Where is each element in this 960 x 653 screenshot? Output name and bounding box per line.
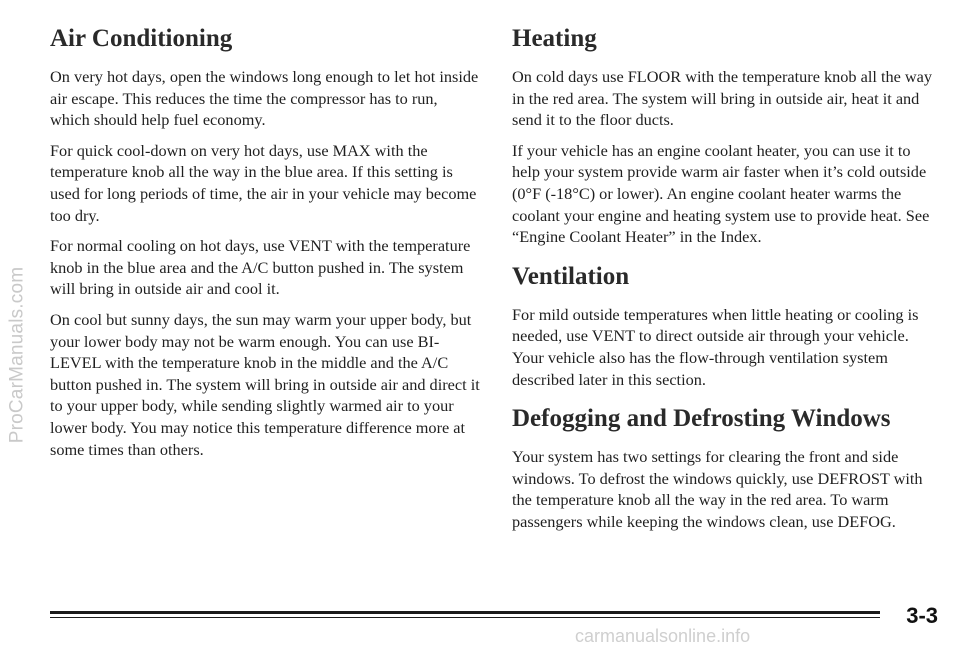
page-number: 3-3 xyxy=(906,603,938,628)
ventilation-paragraph-1: For mild outside temperatures when little heating or cooling is needed, use VENT to direct outside air through your vehicle. Your vehicle also has the flow-through ventilation system described later in this section. xyxy=(512,304,919,389)
bottom-watermark: carmanualsonline.info xyxy=(575,626,751,646)
ventilation-heading: Ventilation xyxy=(512,262,630,290)
ac-paragraph-1: On very hot days, open the windows long enough to let hot inside air escape. This reduces the time the compressor has to run, which should help fuel economy. xyxy=(50,67,479,130)
heating-paragraph-2: If your vehicle has an engine coolant heater, you can use it to help your system provide warm air faster when it’s cold outside (0°F (-18°C) or lower). An engine coolant heater warms the coolant your engine and heating system use to provide heat. See “Engine Coolant Heater” in the Index. xyxy=(512,140,930,247)
air-conditioning-heading: Air Conditioning xyxy=(50,25,233,52)
side-watermark-text: ProCarManuals.com xyxy=(6,266,28,444)
footer-rule-thick xyxy=(50,611,880,614)
side-watermark xyxy=(6,120,28,590)
defogging-heading: Defogging and Defrosting Windows xyxy=(512,405,891,433)
defogging-paragraph-1: Your system has two settings for clearing the front and side windows. To defrost the windows quickly, use DEFROST with the temperature knob all the way in the red area. To warm passengers while keeping the windows clean, use DEFOG. xyxy=(512,447,923,531)
heating-paragraph-1: On cold days use FLOOR with the temperature knob all the way in the red area. The system will bring in outside air, heat it and send it to the floor ducts. xyxy=(512,67,933,130)
footer-rule-thin xyxy=(50,617,880,618)
right-column xyxy=(512,24,942,542)
heating-heading: Heating xyxy=(512,25,597,52)
footer-rule xyxy=(50,611,880,618)
ac-paragraph-4: On cool but sunny days, the sun may warm your upper body, but your lower body may not be warm enough. You can use BI-LEVEL with the temperature knob in the middle and the A/C button pushed in. The system will bring in outside air and direct it to your upper body, while sending slightly warmed air to your lower body. You may notice this temperature difference more at some times than others. xyxy=(50,309,480,459)
ac-paragraph-2: For quick cool-down on very hot days, use MAX with the temperature knob all the way in the blue area. If this setting is used for long periods of time, the air in your vehicle may become too dry. xyxy=(50,140,477,225)
left-column xyxy=(50,24,480,469)
ac-paragraph-3: For normal cooling on hot days, use VENT with the temperature knob in the blue area and the A/C button pushed in. The system will bring in outside air and cool it. xyxy=(50,236,471,299)
